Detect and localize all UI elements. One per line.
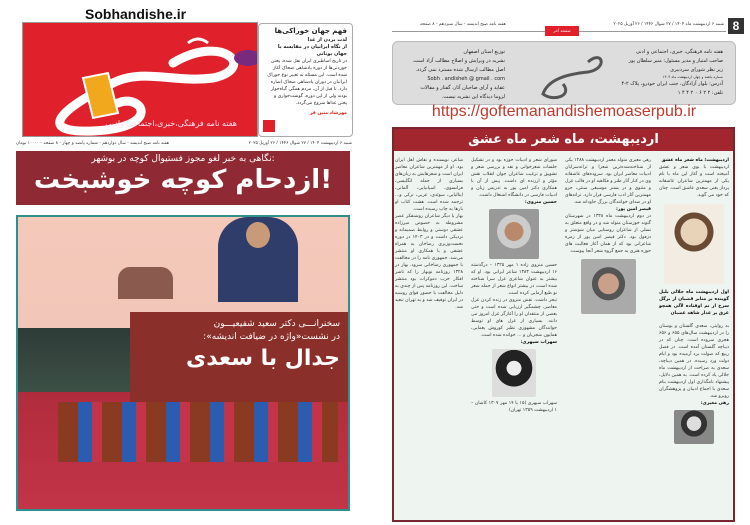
monzavi-label: حسین منزوی: bbox=[524, 200, 557, 205]
rahi-label: رهی معیری: bbox=[700, 401, 729, 406]
headline-banner[interactable] bbox=[16, 151, 350, 205]
photo-caption[interactable] bbox=[130, 312, 348, 402]
lead-text: اردیبهشت با بوی شعر و عشق آمیخته است و آغاز این ماه با نام یکی از مهمترین شاعران عاشقانه پرداز یعنی سعدی عاشق است. چنان که خود می گوید. bbox=[659, 165, 729, 198]
qeysar-label: قیصر امین پور: bbox=[616, 207, 651, 212]
monzavi-photo bbox=[489, 209, 539, 259]
article-column-1 bbox=[659, 157, 729, 447]
info-phone: تلفن: ۲ ۲ ۶ ۰ ۲ ۴ ۴ ۱ bbox=[677, 90, 723, 96]
col3-body-2: تبحر داشت. نقش منزوی در زنده کردن غزل معاصر، چشمگیر ارزیابی شده است و حتی بعضی از منتقدان او را آغازگر غزل امروز می دانند. بسیاری از غزل های او توسط خوانندگان مشهوری نظیر کوروش یغمایی، همایون شجریان و ... خوانده شده است. bbox=[471, 298, 557, 338]
masthead-info-box bbox=[392, 41, 736, 105]
info-line: عقاید و آرای صاحبان آثار، گفتار و مقالات bbox=[420, 85, 505, 91]
info-line: شماره پانصد و چهار، اردیبهشت ماه ۱۴۰۴ bbox=[662, 75, 723, 79]
info-line: توزیع استان اصفهان bbox=[463, 49, 505, 55]
teaser-body: در تاریخ اساطیری ایران نقل شده، پختن خوردنی‌ها از دوره پادشاهی ضحاک آغاز شده است. این مسئله به تغییر نوع خوراک ایرانیان در دوران پادشاهی ضحاک اشاره دارد. تا قبل از آن، مردم همگی گیاه‌خوار بودند ولی از این دوره، گوشت‌خواری و پختن غذاها شروع می‌گردد. bbox=[267, 59, 347, 106]
info-right bbox=[622, 48, 723, 98]
article-column-3 bbox=[471, 157, 557, 414]
teaser-title: فهم جهان خوراکی‌ها bbox=[274, 27, 347, 35]
lead-title: اردیبهشت؛ ماه شعر ماه عشق bbox=[661, 158, 729, 163]
caption-line-1: سخنرانـــی دکتر سعید شفیعیـــون bbox=[213, 319, 340, 329]
logo-icon bbox=[528, 44, 608, 104]
info-line: لزوما دیدگاه این نشریه نیست. bbox=[441, 94, 505, 100]
info-line: نشریه در ویرایش و اصلاح مطالب آزاد است. bbox=[412, 58, 505, 64]
qeysar-photo bbox=[581, 259, 636, 314]
col4-body-2: بهار یا دیگر شاعران روشنفکر عصر مشروطه به خصوص میرزاده عشقی دوستی و روابط صمیمانه و نزدیکی داشت و در ۱۴۰۳ در دوره نخست‌وزیری رضاخان به همراه عشقی و با همکاری او منتشر می‌شد. جمهوری نامه را در مخالفت با جمهوری رضاخانی سرود. بهار در ۱۳۲۸ روزنامه نوبهار را که ناشر افکار حزب دموکرات بود منتشر ساخت. این روزنامه پس از چندی به دلیل مخالفت با حضور قوای روسیه در ایران توقیف شد و به تهران تبعید شد. bbox=[395, 214, 463, 310]
info-line: آدرس: بلوار آزادگان، جنب ایران خودرو، پلاک ۲-۴ bbox=[621, 81, 723, 87]
saadi-caption: اول اردیبهشت ماه جلالی بلبل گوینده بر منابر قضبان از برگل سرخ از نم اوفتاده لآلی همچو عرق بر عذار شاهد غضبان bbox=[659, 290, 729, 316]
info-line: اصل مطالب ارسال شده مسترد نمی گردد. bbox=[415, 67, 505, 73]
headline: ازدحام کوچه خوشبخت! bbox=[33, 165, 333, 195]
dateline: شنبه ۶ اردیبهشت ۱۴۰۴ / ۲۷ شوال ۱۴۴۶ / ۲۶ آوریل ۲۰۲۵ bbox=[248, 141, 352, 146]
chair bbox=[118, 267, 173, 299]
article-title: اردیبهشت، ماه شعر ماه عشق bbox=[394, 129, 733, 151]
sepehri-photo bbox=[492, 349, 536, 397]
sepehri-caption: سهراب سپهری (۱۵ یا ۱۴ مهر ۱۳۰۷ کاشان – ۱ اردیبهشت ۱۳۵۹ تهران) bbox=[471, 401, 557, 413]
masthead-subtitle: هفته نامه فرهنگی،خبری،اجتماعی وادبی bbox=[105, 119, 237, 128]
headline-kicker: نگاهی به خبر لغو مجوز فستیوال کوچه در بوشهر: bbox=[91, 154, 275, 164]
caption-line-2: در نشست«واژه در ضیافت اندیشه»: bbox=[203, 332, 340, 342]
red-square-icon bbox=[263, 120, 275, 132]
saadi-portrait bbox=[664, 204, 724, 284]
info-line: صاحب امتیاز و مدیر مسئول: منیر سلطان پور bbox=[628, 58, 723, 64]
teaser-author: مهرشاد متین فر bbox=[309, 111, 347, 116]
col2-body: رهی معیری متولد معمر اردیبهشت ۱۲۸۸ یکی از شناخته‌شده‌ترین شعرا و ترانه‌سرایان ادبیات معاصر ایران بود. سروده‌های عاشقانه وی در کنار آثار طنز و فکاهیه او در قالب غزل و مثنوی و در بستر موسیقی سنتی، جزو مهمترین آثار ادب فارسی قرار دارد. ترانه‌های او در صدای خوانندگان بزرگ جاودانه شد. bbox=[565, 158, 652, 205]
article-column-4 bbox=[395, 157, 463, 311]
info-line: زیر نظر شورای سردبیری bbox=[670, 67, 723, 73]
caption-headline: جدال با سعدی bbox=[186, 346, 340, 371]
info-line: هفته نامه فرهنگی، خبری، اجتماعی و ادبی bbox=[635, 49, 723, 55]
sepehri-label: سهراب سپهری: bbox=[520, 340, 557, 345]
article-box bbox=[392, 127, 735, 522]
col3-body: شورای شعر و ادبیات حوزه بود و در تشکیل جلسات شعرخوانی و نقد و بررسی شعر و تشویق و ترغیب شاعران جوان انقلاب نقش مؤثر و ارزنده ای داشت. پیش از آن با همکاری دکتر امین پور به تدریس زبان و ادبیات فارسی در دانشگاه اشتغال داشت. bbox=[471, 158, 557, 198]
speaker-head bbox=[246, 222, 270, 248]
teaser-kicker: لذت بردن از غذا bbox=[307, 37, 347, 43]
sidebar-teaser[interactable] bbox=[258, 23, 353, 137]
monzavi-caption: حسین منزوی زاده ۱ مهر ۱۳۲۵ – درگذشته ۱۶ اردیبهشت ۱۳۸۳ شاعر ایرانی بود. او که بیشتر به عنوان شاعری غزل سرا شناخته شده است، در بیشتر انواع شعر از جمله شعر نو طبع آزمایی کرده است. bbox=[471, 263, 557, 296]
page-paper-info: هفته نامه صبح اندیشه - سال سیزدهم - ۸ صفحه bbox=[420, 22, 506, 27]
lecture-photo bbox=[16, 215, 350, 511]
info-left bbox=[405, 48, 505, 102]
page-number: 8 bbox=[728, 18, 744, 34]
teaser-subkicker: از نگاه ایرانیان در مقایسه با جهان یونانی bbox=[277, 44, 347, 57]
rahi-photo bbox=[674, 410, 714, 444]
info-email[interactable]: Sobh . andisheh @ gmail . com bbox=[427, 76, 505, 82]
col1-body: به روایتی، سعدی گلستان و بوستان را در اردیبهشت سال‌های ۶۵۵ و ۶۵۶ هجری سروده است. چنان که در دیباچه گلستان آمده است. در فصل ربیع که صولت برد آرمیده بود و ایام دولت ورد رسیده. در همین دیباچه، سعدی به صراحت از اردیبهشت ماه جلالی یاد کرده است. به همین دلایل، پیشنهاد نامگذاری اول اردیبهشت بنام سعدی با اجماع ادیبان و پژوهشگران روبرو شد. bbox=[659, 324, 729, 399]
article-column-2 bbox=[565, 157, 651, 318]
site-url[interactable]: Sobhandishe.ir bbox=[85, 6, 187, 22]
page-date: شنبه ۶ اردیبهشت ماه ۱۴۰۴ / ۲۷ شوال ۱۴۴۶ / ۲۶ آوریل ۲۰۲۵ bbox=[613, 22, 724, 27]
col4-body: شاعر، نویسنده و نقاش اهل ایران بود. او از مهمترین شاعران معاصر ایران است و شعرهایش به زبان‌های بسیاری از جمله انگلیسی، فرانسوی، اسپانیایی، آلمانی، ایتالیایی، سوئدی، عربی، ترکی و... ترجمه شده است. هشت کتاب او بارها به چاپ رسیده است. bbox=[395, 158, 463, 212]
col2-body-2: در دوم اردیبهشت ماه ۱۳۳۸ در شهرستان گتوند خوزستان متولد شد و در واقع متعلق به نسلی از شاعران روستایی میان شوشتر و دزفول بود. دکتر قیصر امین پور از زمره شاعرانی بود که از همان آغاز فعالیت های حوزه هنری به جمع گروه شعر آنجا پیوست. bbox=[565, 214, 651, 254]
publisher-url[interactable]: https://goftemanandishemoaserpub.ir bbox=[431, 103, 697, 120]
issue-info: هفته نامه صبح اندیشه - سال دوازدهم - شماره پانصد و چهار - ۸ صفحه - ۱۰۰۰۰ تومان bbox=[16, 141, 170, 146]
masthead-logo bbox=[22, 22, 258, 137]
award-plaques bbox=[58, 402, 338, 462]
section-tab[interactable]: صفحه آخر bbox=[545, 26, 579, 36]
